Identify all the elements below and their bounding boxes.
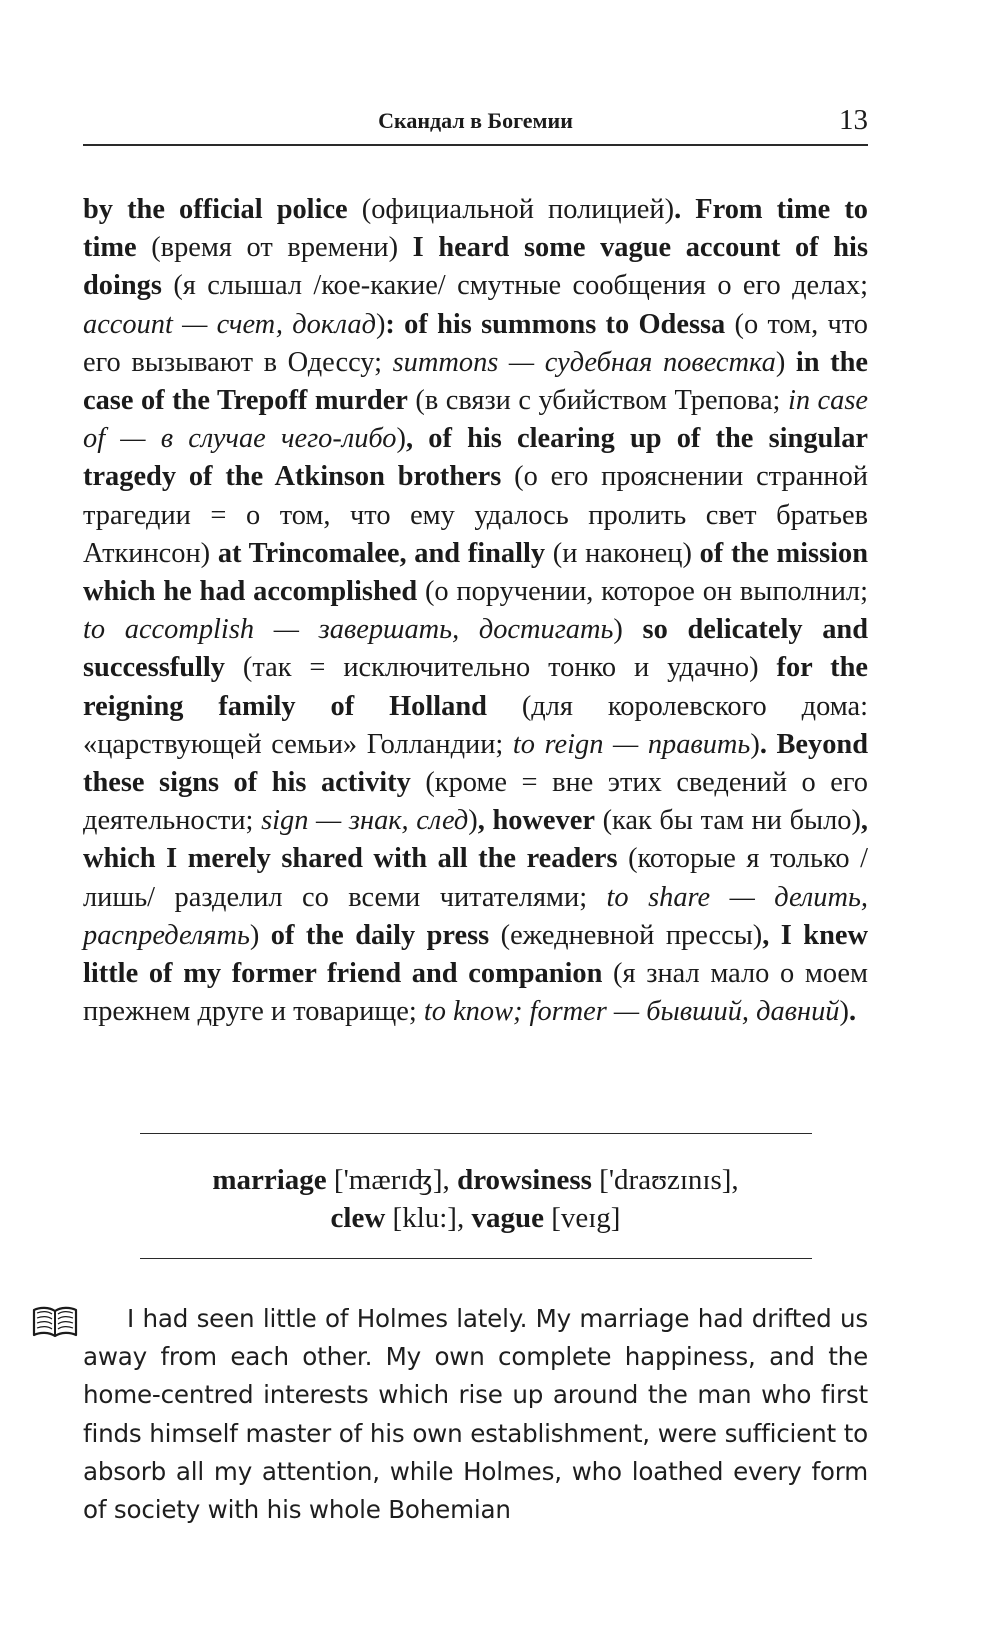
english-phrase: . Beyond these signs of his activity (83, 728, 868, 799)
russian-translation: (о его прояснении странной трагедии = о том, что ему удалось пролить свет братьев Аткинсон) (83, 461, 868, 569)
russian-translation: (о поручении, которое он выполнил; (417, 576, 868, 608)
pron-transcription: ['draʊzɪnɪs], (591, 1164, 739, 1196)
english-phrase: . From time to time (83, 194, 868, 264)
vocabulary-note: sign — знак, след (261, 805, 469, 837)
russian-translation: (я знал мало о моем прежнем друге и товарище; (83, 958, 868, 1028)
page-number: 13 (839, 104, 868, 136)
russian-translation: (время от времени) (136, 232, 413, 264)
russian-translation: ) (775, 346, 796, 378)
vocabulary-note: account — счет, доклад (83, 308, 376, 340)
russian-translation: (и наконец) (545, 537, 700, 569)
english-phrase: . (848, 996, 857, 1028)
russian-translation: (я слышал /кое-какие/ смутные сообщения о его делах; (161, 270, 868, 302)
vocabulary-note: to know; former — бывший, давний (423, 996, 840, 1028)
vocabulary-note: in case of — в случае чего-либо (83, 385, 869, 455)
russian-translation: (для королевского дома: «царствующей семьи» Голландии; (83, 690, 868, 760)
vocabulary-note: to reign — править (512, 728, 751, 760)
russian-translation: ) (613, 614, 643, 646)
original-english-text: I had seen little of Holmes lately. My marriage had drifted us away from each other. My own complete happiness, and the home-centred interests which rise up around the man who first finds himself master of his own establishment, were sufficient to absorb all my attention, while Holmes, who loathed every form of society with his whole Bohemian (83, 1304, 868, 1525)
divider-top (140, 1133, 812, 1134)
divider-bottom (140, 1258, 812, 1259)
english-phrase: , however (477, 805, 595, 837)
english-phrase: by the official police (83, 194, 348, 225)
pron-word: vague (471, 1202, 544, 1234)
english-phrase: I heard some vague account of his doings (83, 232, 868, 302)
russian-translation: (как бы там ни было) (594, 805, 861, 837)
russian-translation: (так = исключительно тонко и удачно) (224, 652, 777, 684)
english-phrase: : of his summons to Odessa (385, 308, 726, 340)
english-phrase: , of his clearing up of the singular tragedy of the Atkinson brothers (83, 423, 868, 493)
pron-word: clew (330, 1202, 386, 1234)
russian-translation: (которые я только /лишь/ разделил со всеми читателями; (83, 843, 869, 913)
pron-transcription: [veɪg] (543, 1202, 621, 1234)
running-header (83, 96, 868, 146)
pronunciation-box (83, 1161, 868, 1237)
pron-word: drowsiness (457, 1164, 592, 1196)
english-phrase: so delicately and successfully (83, 614, 868, 684)
russian-translation: ) (249, 919, 271, 951)
english-phrase: of the mission which he had accomplished (83, 537, 869, 608)
chapter-title: Скандал в Богемии (378, 108, 573, 133)
vocabulary-note: to share — делить, распределять (83, 881, 868, 951)
open-book-icon (31, 1304, 79, 1340)
russian-translation: ) (396, 423, 406, 455)
russian-translation: (официальной полицией) (347, 194, 675, 225)
russian-translation: (о том, что его вызывают в Одессу; (83, 308, 868, 378)
pron-word: marriage (212, 1164, 327, 1196)
vocabulary-note: to accomplish — завершать, достигать (83, 614, 614, 646)
russian-translation: ) (375, 308, 386, 340)
russian-translation: ) (839, 996, 849, 1028)
english-phrase: , I knew little of my former friend and companion (83, 919, 868, 990)
english-phrase: at Trincomalee, and finally (217, 537, 546, 569)
russian-translation: (ежедневной прессы) (489, 919, 763, 951)
english-phrase: of the daily press (270, 919, 490, 951)
english-phrase: for the reigning family of Holland (83, 652, 869, 722)
russian-translation: (кроме = вне этих сведений о его деятельности; (83, 767, 868, 837)
russian-translation: (в связи с убийством Трепова; (407, 385, 788, 417)
vocabulary-note: summons — судебная повестка (392, 346, 776, 378)
annotated-paragraph (83, 191, 868, 1031)
english-phrase: , which I merely shared with all the readers (83, 805, 869, 875)
russian-translation: ) (750, 728, 760, 760)
pron-transcription: ['mærɪʤ], (326, 1164, 458, 1196)
russian-translation: ) (468, 805, 478, 837)
pron-transcription: [klu:], (385, 1202, 472, 1234)
english-phrase: in the case of the Trepoff murder (83, 346, 869, 417)
